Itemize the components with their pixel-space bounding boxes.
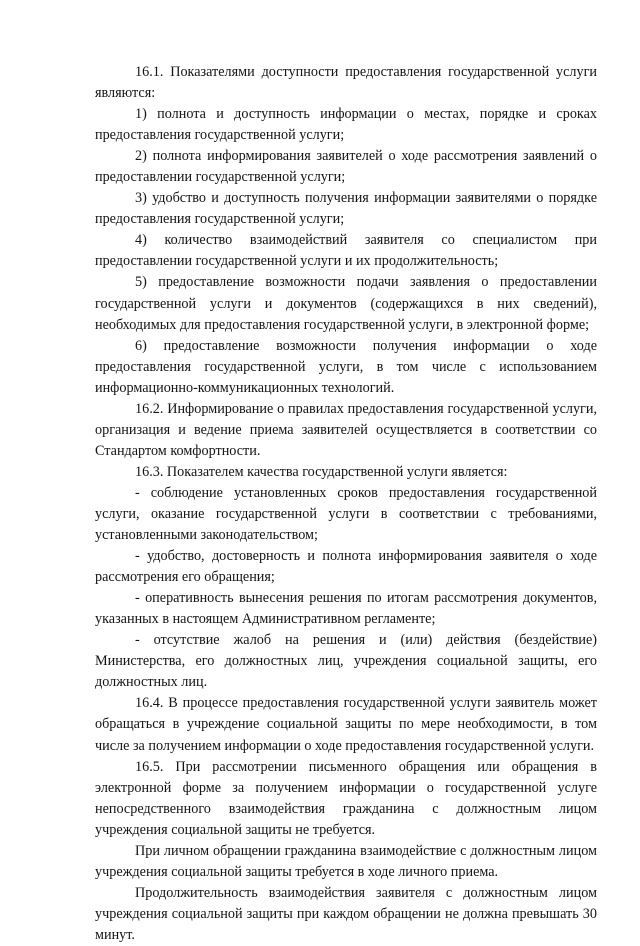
paragraph-16-2: 16.2. Информирование о правилах предоставления государственной услуги, организация и ведение приема заявителей осуществляется в соответствии со Стандартом комфортности.	[95, 400, 597, 459]
dash-item-2: - удобство, достоверность и полнота информирования заявителя о ходе рассмотрения его обращения;	[95, 548, 597, 586]
paragraph-16-4: 16.4. В процессе предоставления государственной услуги заявитель может обращаться в учреждение социальной защиты по мере необходимости, в том числе за получением информации о ходе предоставления государственной услуги.	[95, 695, 597, 754]
paragraph-16-3: 16.3. Показателем качества государственной услуги является:	[135, 463, 508, 480]
list-item-2: 2) полнота информирования заявителей о ходе рассмотрения заявлений о предоставлении государственной услуги;	[95, 148, 597, 186]
paragraph-16-1: 16.1. Показателями доступности предоставления государственной услуги являются:	[95, 64, 597, 102]
dash-item-3: - оперативность вынесения решения по итогам рассмотрения документов, указанных в настоящем Административном регламенте;	[95, 590, 597, 628]
list-item-1: 1) полнота и доступность информации о местах, порядке и сроках предоставления государственной услуги;	[95, 106, 597, 144]
paragraph-duration: Продолжительность взаимодействия заявителя с должностным лицом учреждения социальной защиты при каждом обращении не должна превышать 30 минут.	[95, 884, 597, 943]
list-item-4: 4) количество взаимодействий заявителя со специалистом при предоставлении государственной услуги и их продолжительность;	[95, 232, 597, 270]
list-item-3: 3) удобство и доступность получения информации заявителями о порядке предоставления государственной услуги;	[95, 190, 597, 228]
paragraph-personal-reception: При личном обращении гражданина взаимодействие с должностным лицом учреждения социальной защиты требуется в ходе личного приема.	[95, 842, 597, 880]
dash-item-4: - отсутствие жалоб на решения и (или) действия (бездействие) Министерства, его должностных лиц, учреждения социальной защиты, его должностных лиц.	[95, 632, 597, 691]
paragraph-16-5: 16.5. При рассмотрении письменного обращения или обращения в электронной форме за получением информации о государственной услуге непосредственного взаимодействия гражданина с должностным лицом учреждения социальной защиты не требуется.	[95, 758, 597, 838]
list-item-6: 6) предоставление возможности получения информации о ходе предоставления государственной услуги, в том числе с использованием информационно-коммуникационных технологий.	[95, 337, 597, 396]
dash-item-1: - соблюдение установленных сроков предоставления государственной услуги, оказание государственной услуги в соответствии с требованиями, установленными законодательством;	[95, 484, 597, 544]
list-item-5: 5) предоставление возможности подачи заявления о предоставлении государственной услуги и документов (содержащихся в них сведений), необходимых для предоставления государственной услуги, в электронной форме;	[95, 274, 597, 333]
